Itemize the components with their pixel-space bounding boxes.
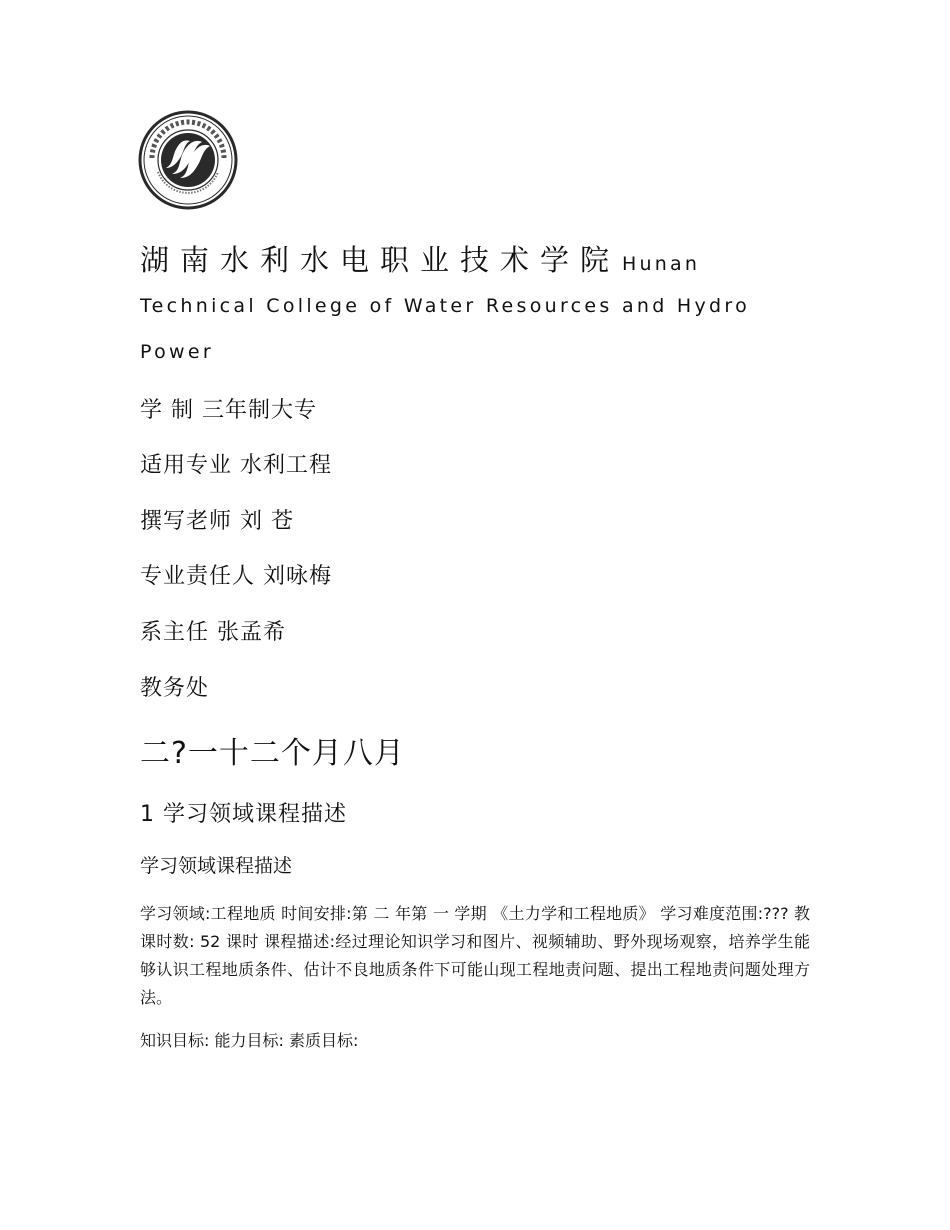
meta-program-lead: 专业责任人 刘咏梅 <box>140 564 332 589</box>
meta-program-length: 学 制 三年制大专 <box>140 398 317 423</box>
institution-name-en-part1: Hunan <box>622 253 701 275</box>
section-subheading: 学习领域课程描述 <box>140 855 293 877</box>
institution-name-en-part3: Power <box>140 341 214 363</box>
document-date: 二?一十二个月八月 <box>140 736 405 771</box>
institution-title <box>140 238 700 279</box>
meta-author: 撰写老师 刘 苍 <box>140 509 294 534</box>
meta-academic-office: 教务处 <box>140 676 210 701</box>
section-heading: 1 学习领域课程描述 <box>140 802 347 827</box>
course-description-paragraph: 学习领域:工程地质 时间安排:第 二 年第 一 学期 《土力学和工程地质》 学习难度范围:??? 教课时数: 52 课时 课程描述:经过理论知识学习和图片、视频辅助、野外现场观察，培养学生能够认识工程地质条件、估计不良地质条件下可能山现工程地责问题、提出工程地责问题处理方法。 <box>140 904 810 1007</box>
institution-name-en-part2: Technical College of Water Resources and Hydro <box>140 295 751 317</box>
meta-applicable-major: 适用专业 水利工程 <box>140 453 332 478</box>
institution-name-cn: 湖南水利水电职业技术学院 <box>140 243 621 277</box>
meta-department-head: 系主任 张孟希 <box>140 620 286 645</box>
learning-targets: 知识目标: 能力目标: 素质目标: <box>140 1031 359 1050</box>
college-seal-logo-icon <box>138 110 238 210</box>
